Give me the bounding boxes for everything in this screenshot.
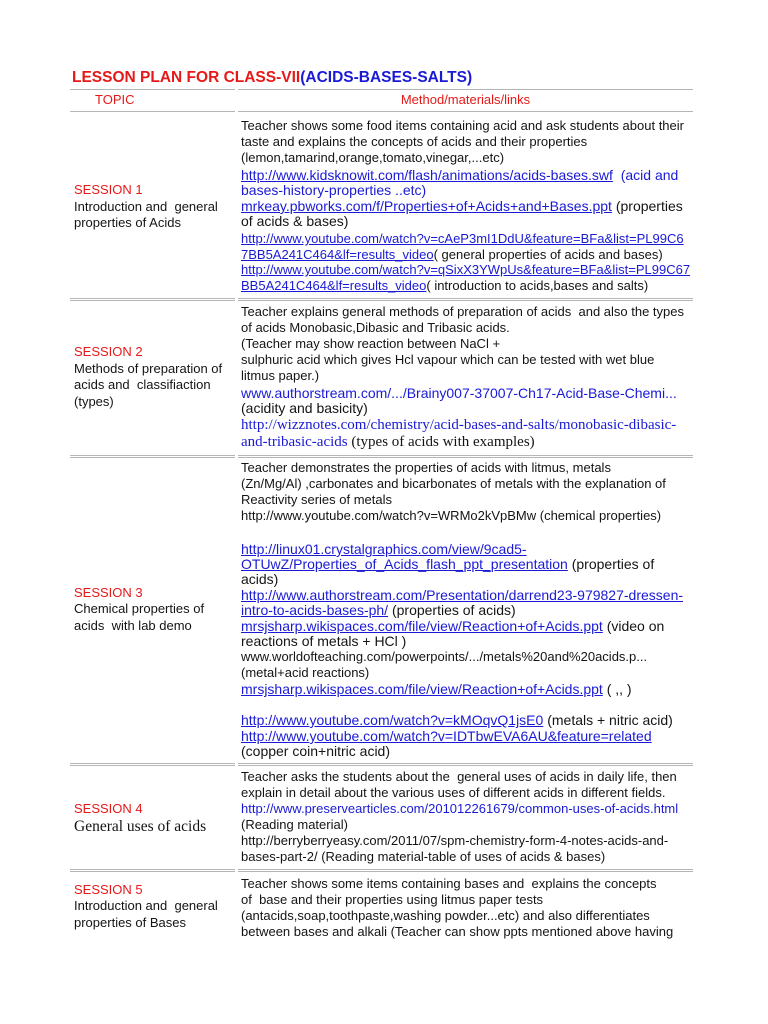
session-label: SESSION 5 xyxy=(74,882,143,897)
method-line xyxy=(241,231,684,247)
method-line xyxy=(241,556,654,572)
title-subject: (ACIDS-BASES-SALTS) xyxy=(300,69,473,86)
method-line: (Reading material) xyxy=(241,817,348,832)
table-rule xyxy=(70,869,235,872)
table-rule xyxy=(70,763,235,766)
method-link[interactable]: and-tribasic-acids xyxy=(241,434,348,450)
method-link[interactable]: mrkeay.pbworks.com/f/Properties+of+Acids+and+Bases.ppt xyxy=(241,198,612,214)
method-line xyxy=(241,417,676,433)
session-topic-line: Chemical properties of xyxy=(74,601,205,616)
method-line: Reactivity series of metals xyxy=(241,492,392,507)
method-link[interactable]: http://www.preservearticles.com/201012261679/common-uses-of-acids.html xyxy=(241,801,679,816)
method-line: acids) xyxy=(241,571,279,587)
method-line: Teacher shows some food items containing acid and ask students about their xyxy=(241,118,684,133)
session-label: SESSION 3 xyxy=(74,585,143,600)
method-line: (metal+acid reactions) xyxy=(241,665,370,680)
table-rule xyxy=(238,869,693,872)
method-line xyxy=(241,681,632,697)
table-rule xyxy=(238,763,693,766)
method-note: (metals + nitric acid) xyxy=(543,712,673,728)
method-link[interactable]: intro-to-acids-bases-ph/ xyxy=(241,602,389,618)
method-link[interactable]: http://wizznotes.com/chemistry/acid-bases-and-salts/monobasic-dibasic- xyxy=(241,417,677,433)
method-note: ( general properties of acids and bases) xyxy=(433,247,663,262)
session-label: SESSION 1 xyxy=(74,182,143,197)
table-rule xyxy=(238,111,693,112)
method-line: http://berryberryeasy.com/2011/07/spm-chemistry-form-4-notes-acids-and- xyxy=(241,833,669,848)
method-line xyxy=(241,712,673,728)
table-rule xyxy=(70,455,235,458)
method-line xyxy=(241,587,683,603)
method-line: litmus paper.) xyxy=(241,368,320,383)
session-topic-line: Introduction and general xyxy=(74,898,218,913)
method-note: (acid and xyxy=(612,167,679,183)
method-line: Teacher asks the students about the general uses of acids in daily life, then xyxy=(241,769,677,784)
method-note: (video on xyxy=(602,618,665,634)
method-line: Teacher explains general methods of preparation of acids and also the types xyxy=(241,304,684,319)
table-rule xyxy=(238,298,693,301)
method-line: (Zn/Mg/Al) ,carbonates and bicarbonates of metals with the explanation of xyxy=(241,476,666,491)
method-line: Teacher shows some items containing bases and explains the concepts xyxy=(241,876,657,891)
session-topic-line: General uses of acids xyxy=(74,818,207,835)
method-line xyxy=(241,167,678,183)
method-line xyxy=(241,198,683,214)
method-line: explain in detail about the various uses of different acids in different fields. xyxy=(241,785,666,800)
session-label: SESSION 2 xyxy=(74,344,143,359)
method-note: (properties xyxy=(611,198,683,214)
table-rule xyxy=(238,455,693,458)
method-line xyxy=(241,434,535,450)
method-line: between bases and alkali (Teacher can show ppts mentioned above having xyxy=(241,924,674,939)
method-note: ( ,, ) xyxy=(602,681,632,697)
method-line: of acids & bases) xyxy=(241,213,349,229)
method-line: (acidity and basicity) xyxy=(241,400,368,416)
method-line: (copper coin+nitric acid) xyxy=(241,743,391,759)
method-line: bases-part-2/ (Reading material-table of uses of acids & bases) xyxy=(241,849,606,864)
method-line: taste and explains the concepts of acids and their properties xyxy=(241,134,588,149)
method-note: (types of acids with examples) xyxy=(347,434,535,450)
method-link[interactable]: BB5A241C464&lf=results_video xyxy=(241,278,427,293)
title-main: LESSON PLAN FOR CLASS-VII xyxy=(72,69,301,86)
method-line xyxy=(241,278,648,294)
method-line: reactions of metals + HCl ) xyxy=(241,633,407,649)
method-line: sulphuric acid which gives Hcl vapour which can be tested with wet blue xyxy=(241,352,655,367)
method-line xyxy=(241,262,690,278)
session-topic-line: (types) xyxy=(74,394,114,409)
session-topic-line: Methods of preparation of xyxy=(74,361,223,376)
method-link[interactable]: http://www.youtube.com/watch?v=cAeP3mI1DdU&feature=BFa&list=PL99C6 xyxy=(241,231,684,246)
method-link[interactable]: http://www.authorstream.com/Presentation/darrend23-979827-dressen- xyxy=(241,587,684,603)
method-line: (Teacher may show reaction between NaCl + xyxy=(241,336,501,351)
method-line xyxy=(241,801,678,817)
method-line: (antacids,soap,toothpaste,washing powder...etc) and also differentiates xyxy=(241,908,650,923)
method-line: of acids Monobasic,Dibasic and Tribasic acids. xyxy=(241,320,510,335)
method-line: Teacher demonstrates the properties of acids with litmus, metals xyxy=(241,460,611,475)
method-line xyxy=(241,541,527,557)
session-topic-line: acids and classifiaction xyxy=(74,377,211,392)
method-link[interactable]: http://linux01.crystalgraphics.com/view/9cad5- xyxy=(241,541,527,557)
method-link[interactable]: http://www.youtube.com/watch?v=qSixX3YWpUs&feature=BFa&list=PL99C67 xyxy=(241,262,691,277)
method-line xyxy=(241,602,516,618)
method-link[interactable]: mrsjsharp.wikispaces.com/file/view/Reaction+of+Acids.ppt xyxy=(241,681,603,697)
document-title xyxy=(72,69,472,87)
session-topic-line: properties of Acids xyxy=(74,215,181,230)
method-link[interactable]: www.authorstream.com/.../Brainy007-37007-Ch17-Acid-Base-Chemi... xyxy=(241,385,677,401)
header-method: Method/materials/links xyxy=(400,92,531,107)
method-link[interactable]: mrsjsharp.wikispaces.com/file/view/Reaction+of+Acids.ppt xyxy=(241,618,603,634)
method-link[interactable]: http://www.youtube.com/watch?v=kMOqvQ1jsE0 xyxy=(241,712,544,728)
method-link[interactable]: 7BB5A241C464&lf=results_video xyxy=(241,247,434,262)
session-topic-line: properties of Bases xyxy=(74,915,187,930)
method-line: http://www.youtube.com/watch?v=WRMo2kVpBMw (chemical properties) xyxy=(241,508,662,523)
method-line xyxy=(241,247,663,263)
method-line: of base and their properties using litmus paper tests xyxy=(241,892,544,907)
method-link[interactable]: OTUwZ/Properties_of_Acids_flash_ppt_presentation xyxy=(241,556,568,572)
table-rule xyxy=(70,111,235,112)
method-link[interactable]: http://www.kidsknowit.com/flash/animations/acids-bases.swf xyxy=(241,167,613,183)
method-line xyxy=(241,618,664,634)
method-note: (properties of xyxy=(567,556,655,572)
session-topic-line: acids with lab demo xyxy=(74,618,192,633)
header-topic: TOPIC xyxy=(95,92,135,107)
method-line: www.worldofteaching.com/powerpoints/.../metals%20and%20acids.p... xyxy=(241,649,648,664)
session-label: SESSION 4 xyxy=(74,801,143,816)
method-line: (lemon,tamarind,orange,tomato,vinegar,...etc) xyxy=(241,150,505,165)
method-note: ( introduction to acids,bases and salts) xyxy=(426,278,649,293)
method-line: bases-history-properties ..etc) xyxy=(241,182,427,198)
table-rule xyxy=(70,298,235,301)
method-note: (properties of acids) xyxy=(388,602,516,618)
method-link[interactable]: http://www.youtube.com/watch?v=IDTbwEVA6AU&feature=related xyxy=(241,728,652,744)
method-line xyxy=(241,385,677,401)
table-rule xyxy=(238,89,693,90)
table-rule xyxy=(70,89,235,90)
session-topic-line: Introduction and general xyxy=(74,199,218,214)
method-line xyxy=(241,728,652,744)
